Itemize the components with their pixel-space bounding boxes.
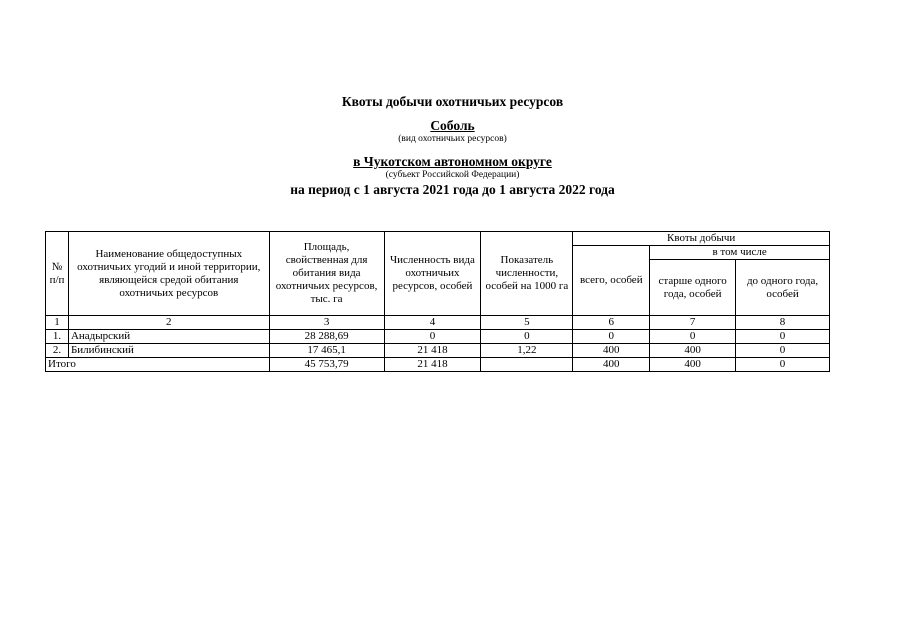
col-number: 3 xyxy=(269,316,384,330)
header-name: Наименование общедоступных охотничьих угодий и иной территории, являющейся средой обитания охотничьих ресурсов xyxy=(68,232,269,316)
row-name: Билибинский xyxy=(68,344,269,358)
total-area: 45 753,79 xyxy=(269,358,384,372)
header-total: всего, особей xyxy=(573,246,650,316)
column-number-row xyxy=(46,316,830,330)
header-count: Численность вида охотничьих ресурсов, особей xyxy=(384,232,481,316)
header-incl: в том числе xyxy=(650,246,830,260)
total-count: 21 418 xyxy=(384,358,481,372)
header-row-1 xyxy=(46,232,830,246)
header-num: № п/п xyxy=(46,232,69,316)
row-name: Анадырский xyxy=(68,330,269,344)
row-num: 1. xyxy=(46,330,69,344)
col-number: 6 xyxy=(573,316,650,330)
col-number: 2 xyxy=(68,316,269,330)
row-count: 21 418 xyxy=(384,344,481,358)
total-total: 400 xyxy=(573,358,650,372)
row-total: 400 xyxy=(573,344,650,358)
total-row xyxy=(46,358,830,372)
row-total: 0 xyxy=(573,330,650,344)
total-younger: 0 xyxy=(736,358,830,372)
row-index: 0 xyxy=(481,330,573,344)
region-name: в Чукотском автономном округе xyxy=(353,154,552,169)
document-title: Квоты добычи охотничьих ресурсов xyxy=(341,94,564,109)
col-number: 5 xyxy=(481,316,573,330)
col-number: 1 xyxy=(46,316,69,330)
col-number: 7 xyxy=(650,316,736,330)
header-quota: Квоты добычи xyxy=(573,232,830,246)
header-index: Показатель численности, особей на 1000 га xyxy=(481,232,573,316)
table-row xyxy=(46,344,830,358)
row-younger: 0 xyxy=(736,330,830,344)
col-number: 4 xyxy=(384,316,481,330)
col-number: 8 xyxy=(736,316,830,330)
header-older: старше одного года, особей xyxy=(650,260,736,316)
total-label: Итого xyxy=(46,358,270,372)
period-line: на период с 1 августа 2021 года до 1 августа 2022 года xyxy=(290,182,615,197)
total-index xyxy=(481,358,573,372)
row-area: 28 288,69 xyxy=(269,330,384,344)
row-younger: 0 xyxy=(736,344,830,358)
row-older: 400 xyxy=(650,344,736,358)
species-caption: (вид охотничьих ресурсов) xyxy=(398,134,507,144)
quota-table xyxy=(45,231,830,372)
table-row xyxy=(46,330,830,344)
header-younger: до одного года, особей xyxy=(736,260,830,316)
row-older: 0 xyxy=(650,330,736,344)
row-index: 1,22 xyxy=(481,344,573,358)
total-older: 400 xyxy=(650,358,736,372)
header-area: Площадь, свойственная для обитания вида охотничьих ресурсов, тыс. га xyxy=(269,232,384,316)
row-num: 2. xyxy=(46,344,69,358)
region-caption: (субъект Российской Федерации) xyxy=(385,170,520,180)
species-name: Соболь xyxy=(430,118,475,133)
row-area: 17 465,1 xyxy=(269,344,384,358)
row-count: 0 xyxy=(384,330,481,344)
